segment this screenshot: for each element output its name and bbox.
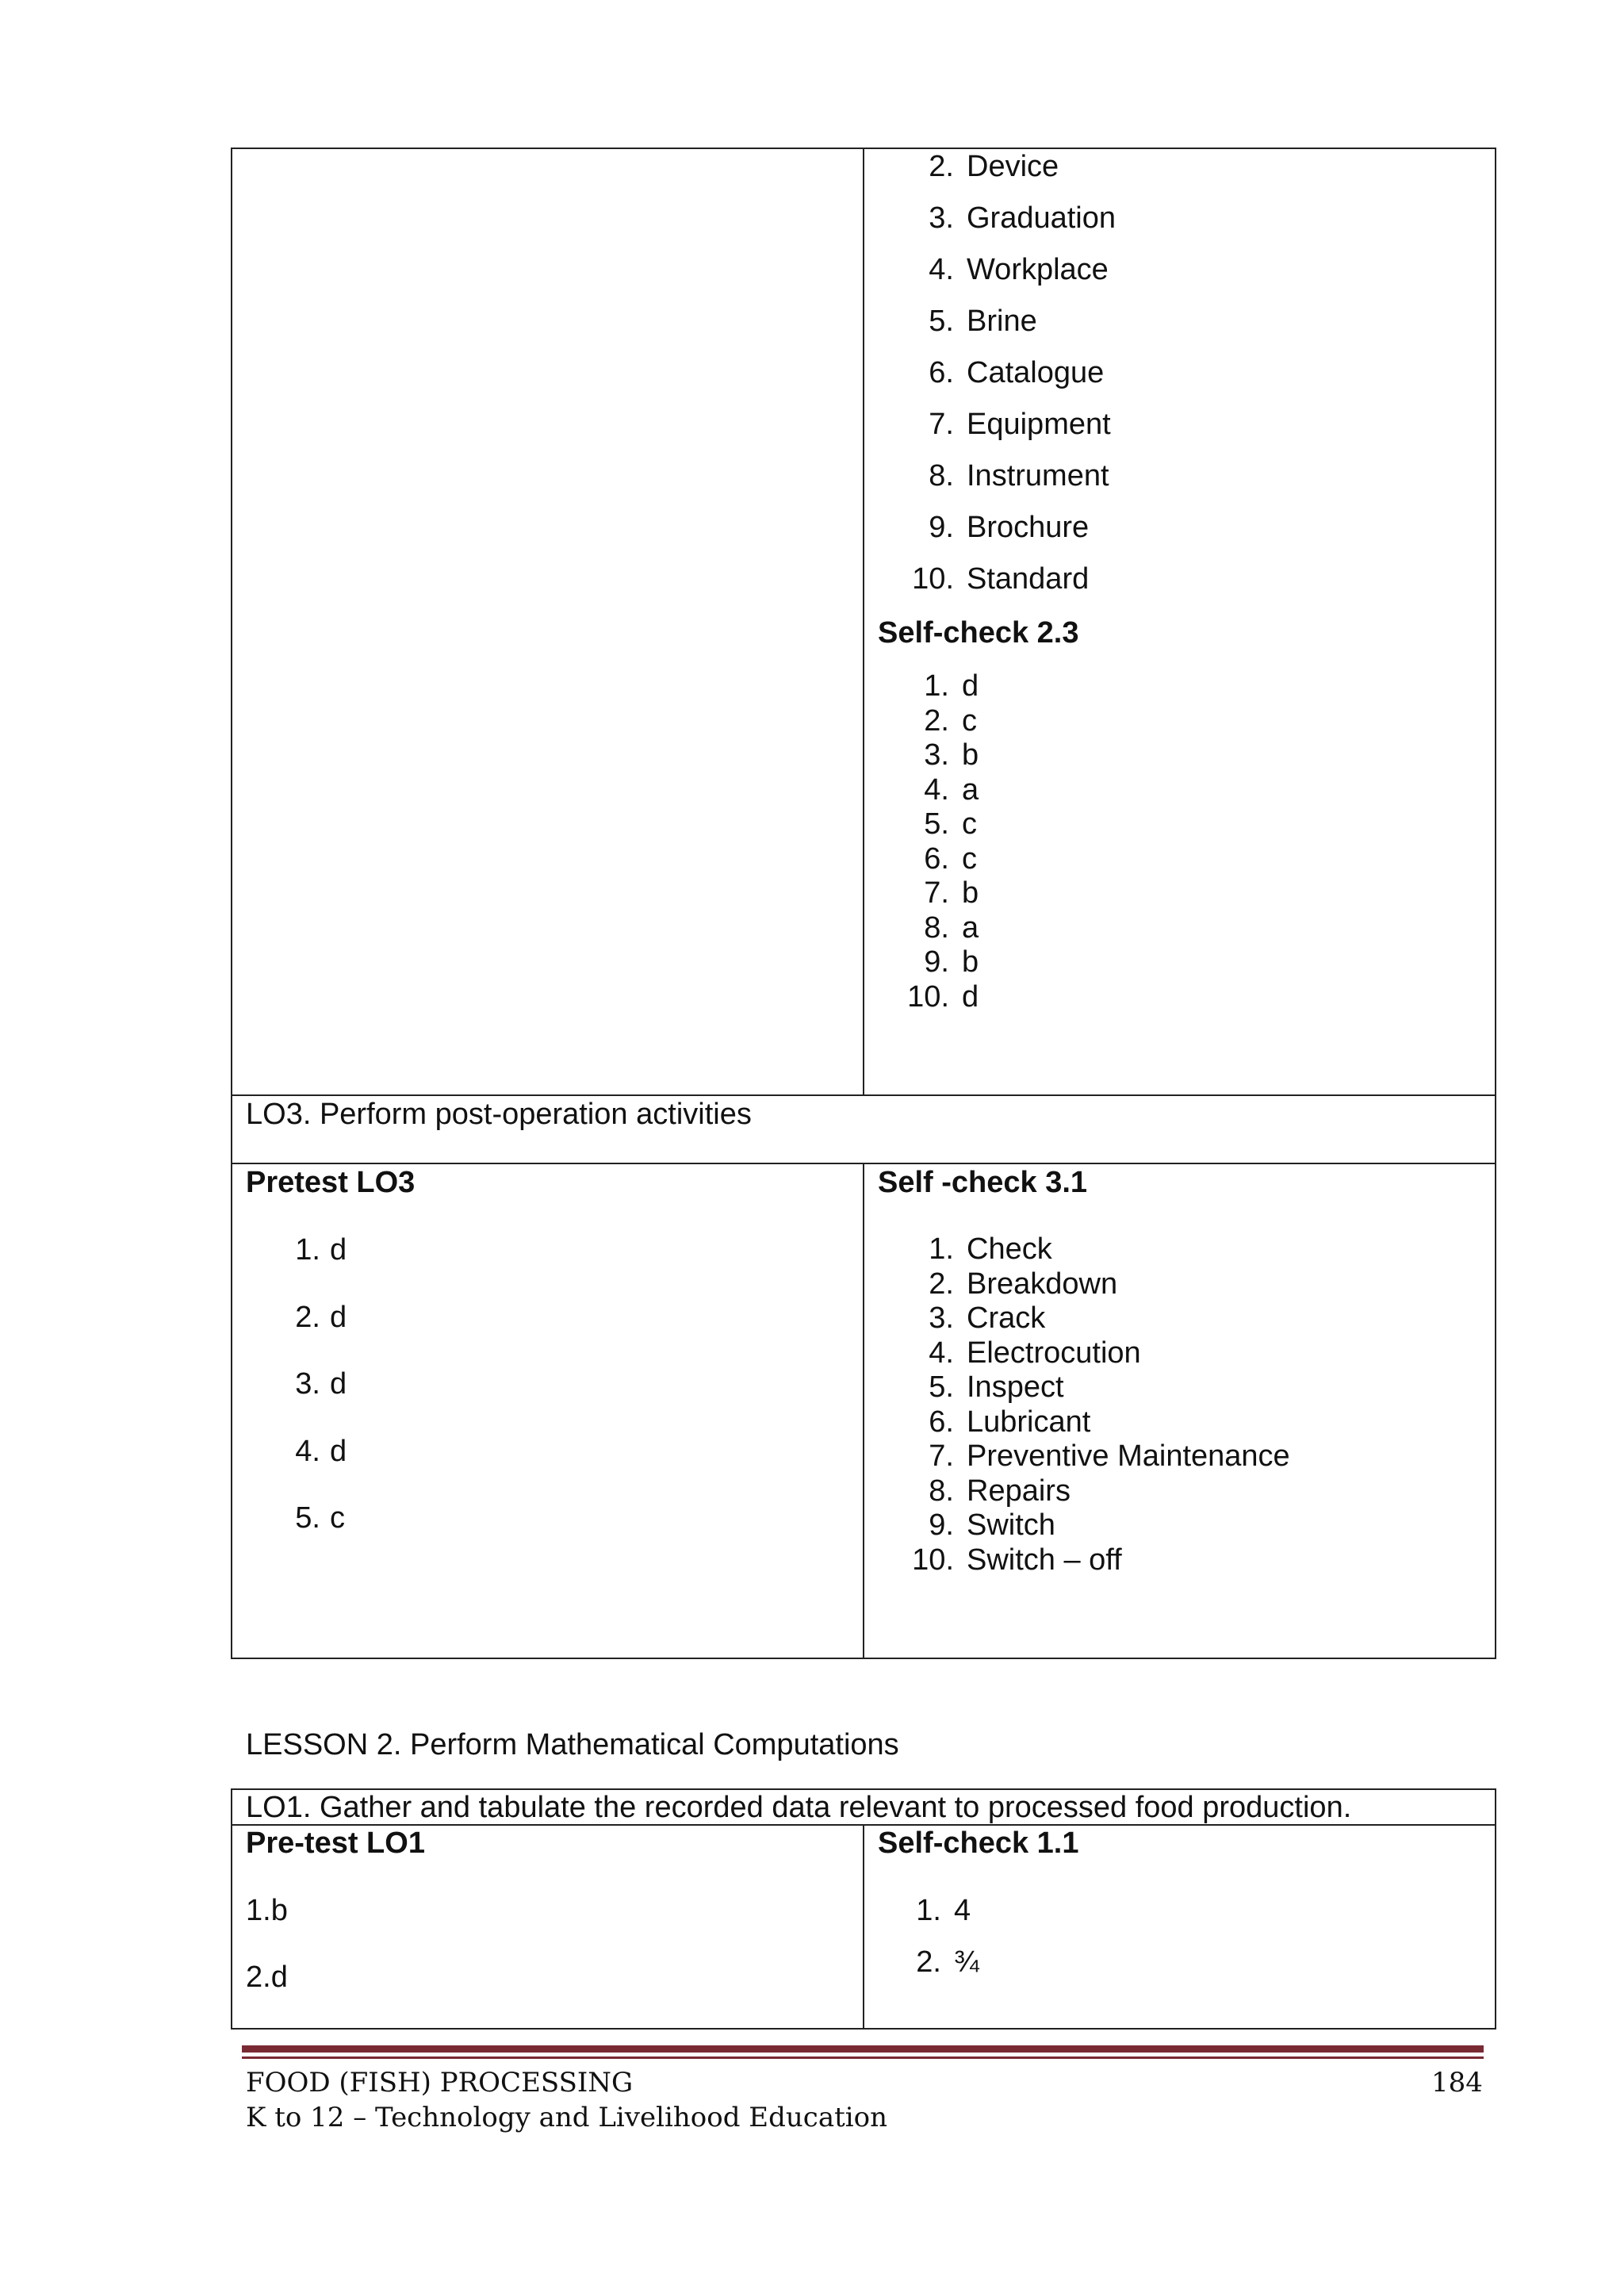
list-item (898, 510, 1454, 562)
list-item-text: d (330, 1300, 347, 1334)
list-item (894, 807, 1132, 841)
list-item (894, 910, 1132, 945)
list-item-text: a (962, 772, 979, 807)
list-item (898, 407, 1454, 458)
list-item (898, 355, 1454, 407)
terms-answer-list (898, 149, 1454, 613)
list-item-text: Brochure (967, 511, 1090, 544)
list-item-number: 9. (924, 945, 949, 979)
list-item-number: 4. (929, 1336, 954, 1370)
list-item-number: 3. (924, 738, 949, 772)
list-item-text: b (962, 876, 979, 910)
list-item-text: c (330, 1501, 345, 1535)
list-item (898, 458, 1454, 510)
list-item-number: 8. (929, 459, 954, 493)
list-item-number: 5. (929, 305, 954, 338)
list-item-number: 1. (295, 1233, 320, 1267)
list-item (898, 201, 1454, 252)
list-item-text: Preventive Maintenance (967, 1439, 1290, 1473)
list-item (898, 1301, 1454, 1336)
list-item-text: d (330, 1367, 347, 1401)
list-item (894, 945, 1132, 979)
table-1-divider-bottom (863, 1163, 864, 1659)
list-item-text: Switch (967, 1508, 1055, 1542)
lo1-title: LO1. Gather and tabulate the recorded data relevant to processed food production. (246, 1791, 1352, 1824)
list-item-number: 2. (295, 1300, 320, 1334)
list-item-text: Switch – off (967, 1543, 1122, 1577)
list-item-text: Check (967, 1232, 1052, 1266)
lo3-title: LO3. Perform post-operation activities (246, 1098, 752, 1131)
list-item-text: d (962, 669, 979, 703)
list-item-text: Workplace (967, 253, 1109, 286)
list-item (262, 1300, 500, 1367)
list-item-text: c (962, 807, 977, 841)
list-item-text: Equipment (967, 408, 1111, 441)
list-item (898, 252, 1454, 304)
list-item-number: 6. (924, 841, 949, 876)
list-item-number: 2. (924, 703, 949, 738)
list-item-number: 10. (912, 562, 954, 596)
footer-rule-thick (242, 2045, 1484, 2053)
list-item-text: d (330, 1233, 347, 1267)
selfcheck-3-1-title: Self -check 3.1 (878, 1166, 1088, 1199)
list-item (898, 1232, 1454, 1267)
list-item-text: ¾ (954, 1945, 979, 1979)
list-item-text: Graduation (967, 201, 1116, 235)
list-item-number: 7. (924, 876, 949, 910)
selfcheck-1-1-list (886, 1893, 1203, 1996)
list-item-text: c (962, 841, 977, 876)
list-item-number: 9. (929, 1508, 954, 1542)
list-item-text: Instrument (967, 459, 1109, 493)
list-item (894, 876, 1132, 910)
pretest-lo3-title: Pretest LO3 (246, 1166, 416, 1199)
list-item-number: 3. (929, 201, 954, 235)
pretest-lo1-item: 1.b (246, 1894, 288, 1927)
list-item-number: 3. (295, 1367, 320, 1401)
list-item-text: a (962, 910, 979, 945)
list-item (898, 1508, 1454, 1543)
list-item-text: Catalogue (967, 356, 1105, 389)
list-item-number: 2. (916, 1945, 941, 1979)
list-item-text: Lubricant (967, 1405, 1091, 1439)
list-item-text: d (962, 979, 979, 1014)
list-item-text: Electrocution (967, 1336, 1141, 1370)
list-item-text: Inspect (967, 1370, 1064, 1404)
footer-title: FOOD (FISH) PROCESSING (246, 2067, 634, 2099)
list-item-text: Breakdown (967, 1267, 1118, 1301)
list-item-number: 6. (929, 1405, 954, 1439)
list-item-text: b (962, 738, 979, 772)
list-item-number: 5. (295, 1501, 320, 1535)
list-item-number: 1. (916, 1894, 941, 1927)
list-item (894, 669, 1132, 703)
list-item-number: 3. (929, 1301, 954, 1335)
list-item-number: 1. (924, 669, 949, 703)
list-item-text: Brine (967, 305, 1037, 338)
selfcheck-1-1-title: Self-check 1.1 (878, 1826, 1079, 1860)
list-item (894, 703, 1132, 738)
list-item (262, 1501, 500, 1568)
list-item-text: Repairs (967, 1474, 1071, 1508)
list-item (894, 979, 1132, 1014)
list-item (894, 738, 1132, 772)
pretest-lo1-item: 2.d (246, 1961, 288, 1994)
lesson-2-heading: LESSON 2. Perform Mathematical Computations (246, 1728, 899, 1761)
list-item (898, 1267, 1454, 1301)
list-item-text: 4 (954, 1894, 971, 1927)
list-item-number: 5. (929, 1370, 954, 1404)
list-item (262, 1434, 500, 1501)
list-item-number: 4. (295, 1434, 320, 1468)
list-item-text: Crack (967, 1301, 1046, 1335)
list-item (262, 1366, 500, 1434)
table-2-divider (863, 1824, 864, 2030)
list-item-text: Device (967, 150, 1059, 183)
list-item-text: Standard (967, 562, 1090, 596)
list-item-number: 6. (929, 356, 954, 389)
list-item-number: 2. (929, 1267, 954, 1301)
list-item (894, 772, 1132, 807)
list-item-number: 2. (929, 150, 954, 183)
list-item (898, 1336, 1454, 1370)
list-item (898, 1543, 1454, 1577)
list-item (898, 562, 1454, 613)
list-item (898, 1439, 1454, 1474)
selfcheck-2-3-list (894, 669, 1132, 1014)
list-item-text: d (330, 1434, 347, 1468)
list-item (898, 304, 1454, 355)
list-item (894, 841, 1132, 876)
list-item-number: 10. (907, 979, 949, 1014)
list-item-number: 7. (929, 408, 954, 441)
list-item-number: 8. (929, 1474, 954, 1508)
list-item-number: 8. (924, 910, 949, 945)
list-item-text: b (962, 945, 979, 979)
list-item-number: 9. (929, 511, 954, 544)
page-number: 184 (1431, 2067, 1483, 2099)
list-item-number: 5. (924, 807, 949, 841)
list-item-number: 4. (924, 772, 949, 807)
selfcheck-2-3-title: Self-check 2.3 (878, 616, 1079, 650)
list-item-number: 4. (929, 253, 954, 286)
list-item-number: 7. (929, 1439, 954, 1473)
selfcheck-3-1-list (898, 1232, 1454, 1577)
list-item (898, 1370, 1454, 1405)
list-item (898, 149, 1454, 201)
list-item-number: 1. (929, 1232, 954, 1266)
footer-subtitle: K to 12 – Technology and Livelihood Education (246, 2102, 887, 2133)
list-item (886, 1893, 1203, 1945)
footer-rule-thin (242, 2056, 1484, 2059)
pretest-lo1-title: Pre-test LO1 (246, 1826, 425, 1860)
list-item (262, 1232, 500, 1300)
list-item (898, 1405, 1454, 1439)
list-item (898, 1474, 1454, 1508)
list-item-text: c (962, 703, 977, 738)
list-item (886, 1945, 1203, 1996)
table-1-row-rule-lo3 (231, 1094, 1496, 1096)
table-1-divider-top (863, 148, 864, 1096)
pretest-lo3-list (262, 1232, 500, 1568)
list-item-number: 10. (912, 1543, 954, 1577)
